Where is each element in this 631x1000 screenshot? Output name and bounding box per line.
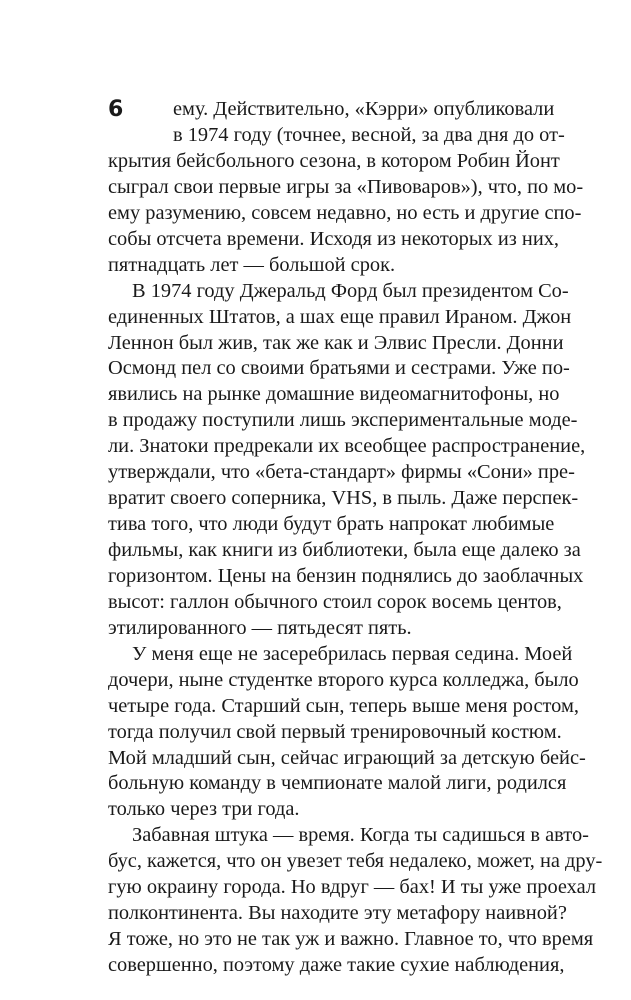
text-line: Мой младший сын, сейчас играющий за детскую бейс- <box>108 746 586 769</box>
text-line: утверждали, что «бета-стандарт» фирмы «Сони» пре- <box>108 461 575 484</box>
text-line: тогда получил свой первый тренировочный костюм. <box>108 720 562 743</box>
text-line: высот: галлон обычного стоил сорок восемь центов, <box>108 590 562 613</box>
text-line: гую окраину города. Но вдруг — бах! И ты уже проехал <box>108 876 597 899</box>
text-line: вратит своего соперника, VHS, в пыль. Даже перспек- <box>108 487 579 510</box>
text-line: ему. Действительно, «Кэрри» опубликовали <box>173 98 555 120</box>
page-number: 6 <box>108 97 124 122</box>
text-line: совершенно, поэтому даже такие сухие наблюдения, <box>108 954 565 976</box>
text-line: в 1974 году (точнее, весной, за два дня до от- <box>173 123 565 146</box>
text-line: Леннон был жив, так же как и Элвис Пресли. Донни <box>108 331 564 354</box>
text-line: единенных Штатов, а шах еще правил Ираном. Джон <box>108 305 572 328</box>
text-line: только через три года. <box>108 798 300 821</box>
text-line: Я тоже, но это не так уж и важно. Главное то, что время <box>108 928 594 951</box>
text-line: пятнадцать лет — большой срок. <box>108 253 396 276</box>
text-line: Осмонд пел со своими братьями и сестрами. Уже по- <box>108 357 570 380</box>
text-line: бус, кажется, что он увезет тебя недалеко, может, на дру- <box>108 850 603 873</box>
text-line: ему разумению, совсем недавно, но есть и другие спо- <box>108 201 582 224</box>
text-line: У меня еще не засеребрилась первая седина. Моей <box>132 642 573 665</box>
text-line: Забавная штука — время. Когда ты садишься в авто- <box>132 824 589 847</box>
text-line: фильмы, как книги из библиотеки, была еще далеко за <box>108 539 581 561</box>
text-line: горизонтом. Цены на бензин поднялись до заоблачных <box>108 564 584 587</box>
text-line: дочери, ныне студентке второго курса колледжа, было <box>108 668 579 691</box>
text-line: сыграл свои первые игры за «Пивоваров»), что, по мо- <box>108 175 584 198</box>
text-line: ли. Знатоки предрекали их всеобщее распространение, <box>108 435 586 458</box>
text-line: В 1974 году Джеральд Форд был президентом Со- <box>132 279 569 302</box>
text-line: этилированного — пятьдесят пять. <box>108 616 412 639</box>
text-line: тива того, что люди будут брать напрокат любимые <box>108 513 555 535</box>
text-line: полконтинента. Вы находите эту метафору наивной? <box>108 902 567 925</box>
text-line: крытия бейсбольного сезона, в котором Робин Йонт <box>108 149 560 172</box>
text-line: в продажу поступили лишь экспериментальные моде- <box>108 409 578 432</box>
text-line: четыре года. Старший сын, теперь выше меня ростом, <box>108 694 579 717</box>
text-line: собы отсчета времени. Исходя из некоторых из них, <box>108 227 560 250</box>
text-line: больную команду в чемпионате малой лиги, родился <box>108 772 567 795</box>
text-line: явились на рынке домашние видеомагнитофоны, но <box>108 383 560 406</box>
